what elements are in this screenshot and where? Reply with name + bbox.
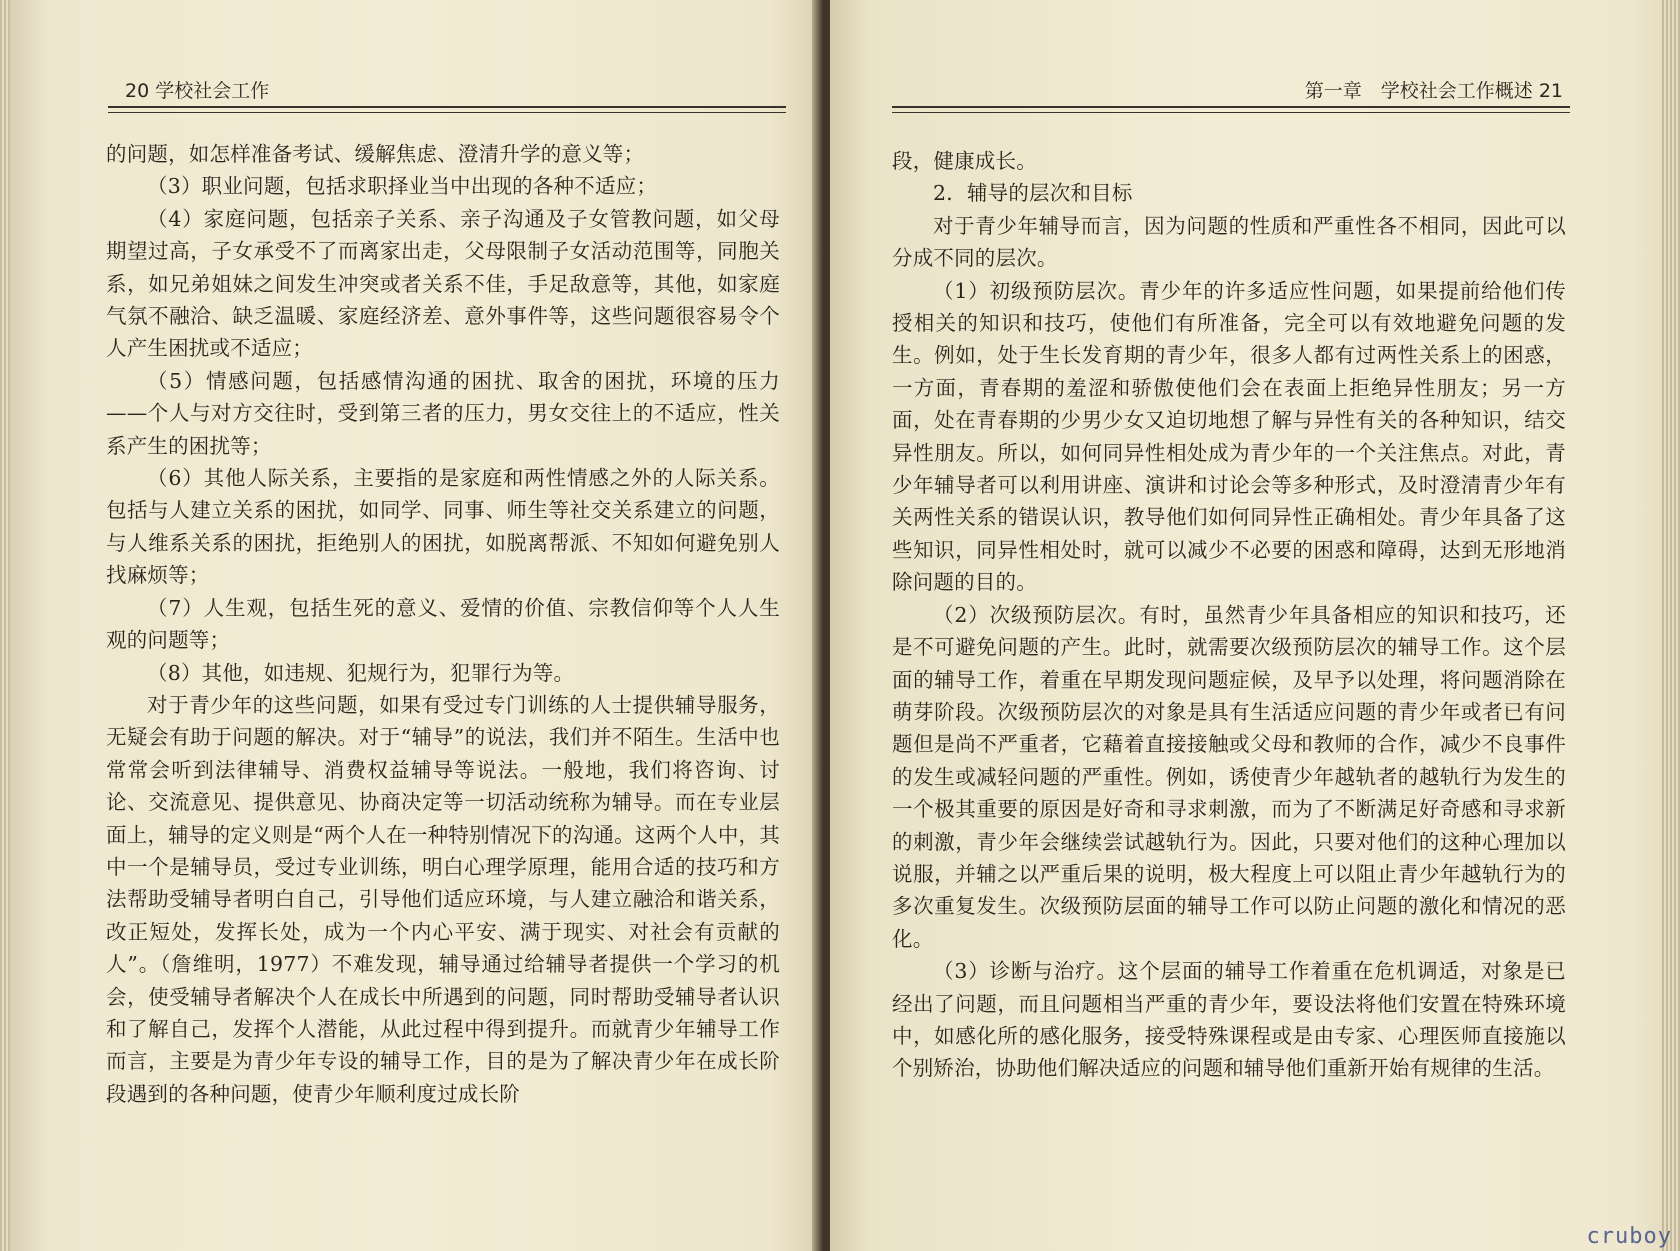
paragraph: 对于青少年的这些问题，如果有受过专门训练的人士提供辅导服务，无疑会有助于问题的解决。对于“辅导”的说法，我们并不陌生。生活中也常常会听到法律辅导、消费权益辅导等说法。一般地，我们将咨询、讨论、交流意见、提供意见、协商决定等一切活动统称为辅导。而在专业层面上，辅导的定义则是“两个人在一种特别情况下的沟通。这两个人中，其中一个是辅导员，受过专业训练，明白心理学原理，能用合适的技巧和方法帮助受辅导者明白自己，引导他们适应环境，与人建立融洽和谐关系，改正短处，发挥长处，成为一个内心平安、满于现实、对社会有贡献的人”。（詹维明，1977）不难发现，辅导通过给辅导者提供一个学习的机会，使受辅导者解决个人在成长中所遇到的问题，同时帮助受辅导者认识和了解自己，发挥个人潜能，从此过程中得到提升。而就青少年辅导工作而言，主要是为青少年专设的辅导工作，目的是为了解决青少年在成长阶段遇到的各种问题，使青少年顺利度过成长阶 — [106, 692, 780, 1106]
paragraph: 的问题，如怎样准备考试、缓解焦虑、澄清升学的意义等； — [106, 142, 645, 166]
paragraph: （3）诊断与治疗。这个层面的辅导工作着重在危机调适，对象是已经出了问题，而且问题相当严重的青少年，要设法将他们安置在特殊环境中，如感化所的感化服务，接受特殊课程或是由专家、心理医师直接施以个别矫治，协助他们解决适应的问题和辅导他们重新开始有规律的生活。 — [892, 959, 1566, 1081]
paragraph: （7）人生观，包括生死的意义、爱情的价值、宗教信仰等个人人生观的问题等； — [106, 595, 780, 653]
paragraph: （8）其他，如违规、犯规行为，犯罪行为等。 — [147, 660, 575, 685]
paragraph: （3）职业问题，包括求职择业当中出现的各种不适应； — [147, 174, 658, 199]
paragraph: 段，健康成长。 — [892, 149, 1037, 173]
header-rule-thick — [108, 106, 786, 108]
header-rule-thin — [892, 112, 1570, 113]
paragraph: （4）家庭问题，包括亲子关系、亲子沟通及子女管教问题，如父母期望过高，子女承受不了而离家出走，父母限制子女活动范围等，同胞关系，如兄弟姐妹之间发生冲突或者关系不佳，手足敌意等，其他，如家庭气氛不融洽、缺乏温暖、家庭经济差、意外事件等，这些问题很容易令个人产生困扰或不适应； — [106, 206, 780, 361]
header-rule-thin — [108, 112, 786, 113]
paragraph: 对于青少年辅导而言，因为问题的性质和严重性各不相同，因此可以分成不同的层次。 — [892, 213, 1566, 271]
right-page-body — [892, 145, 1566, 1085]
running-head-left: 20 学校社会工作 — [125, 80, 270, 102]
scan-watermark: cruboy — [1586, 1224, 1672, 1249]
left-page-body — [106, 138, 780, 1110]
header-rule-thick — [892, 106, 1570, 108]
page-edges-right — [1660, 0, 1680, 1251]
running-head-right: 第一章 学校社会工作概述 21 — [1304, 80, 1563, 102]
section-heading: 2．辅导的层次和目标 — [933, 181, 1133, 206]
paragraph: （2）次级预防层次。有时，虽然青少年具备相应的知识和技巧，还是不可避免问题的产生。此时，就需要次级预防层次的辅导工作。这个层面的辅导工作，着重在早期发现问题症候，及早予以处理，将问题消除在萌芽阶段。次级预防层次的对象是具有生活适应问题的青少年或者已有问题但是尚不严重者，它藉着直接接触或父母和教师的合作，减少不良事件的发生或减轻问题的严重性。例如，诱使青少年越轨者的越轨行为发生的一个极其重要的原因是好奇和寻求刺激，而为了不断满足好奇感和寻求新的刺激，青少年会继续尝试越轨行为。因此，只要对他们的这种心理加以说服，并辅之以严重后果的说明，极大程度上可以阻止青少年越轨行为的多次重复发生。次级预防层面的辅导工作可以防止问题的激化和情况的恶化。 — [892, 602, 1566, 951]
paragraph: （5）情感问题，包括感情沟通的困扰、取舍的困扰，环境的压力——个人与对方交往时，受到第三者的压力，男女交往上的不适应，性关系产生的困扰等； — [106, 368, 780, 458]
left-page — [10, 0, 825, 1251]
right-page — [830, 0, 1675, 1251]
paragraph: （6）其他人际关系，主要指的是家庭和两性情感之外的人际关系。包括与人建立关系的困扰，如同学、同事、师生等社交关系建立的问题，与人维系关系的困扰，拒绝别人的困扰，如脱离帮派、不知如何避免别人找麻烦等； — [106, 466, 780, 588]
paragraph: （1）初级预防层次。青少年的许多适应性问题，如果提前给他们传授相关的知识和技巧，使他们有所准备，完全可以有效地避免问题的发生。例如，处于生长发育期的青少年，很多人都有过两性关系上的困惑，一方面，青春期的羞涩和骄傲使他们会在表面上拒绝异性朋友；另一方面，处在青春期的少男少女又迫切地想了解与异性有关的各种知识，结交异性朋友。所以，如何同异性相处成为青少年的一个关注焦点。对此，青少年辅导者可以利用讲座、演讲和讨论会等多种形式，及时澄清青少年有关两性关系的错误认识，教导他们如何同异性正确相处。青少年具备了这些知识，同异性相处时，就可以减少不必要的困惑和障碍，达到无形地消除问题的目的。 — [892, 278, 1566, 595]
